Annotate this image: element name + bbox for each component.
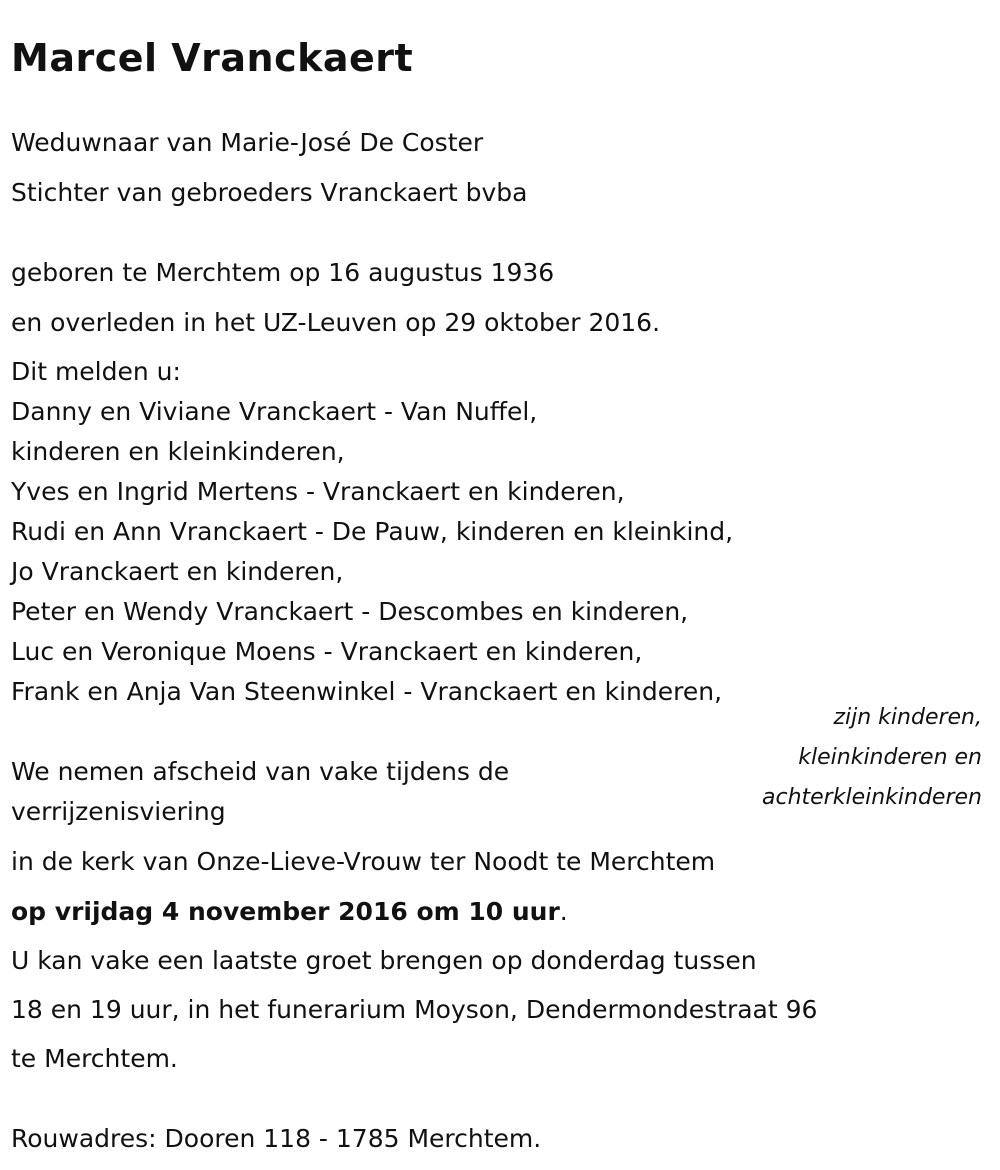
obituary-page [11, 0, 991, 1170]
signoff-line: achterkleinkinderen [762, 785, 982, 810]
announcer-line: kinderen en kleinkinderen, [11, 437, 345, 466]
church-location: in de kerk van Onze-Lieve-Vrouw ter Noodt te Merchtem [11, 847, 716, 876]
announcer-line: Luc en Veronique Moens - Vranckaert en kinderen, [11, 637, 643, 666]
birth-line: geboren te Merchtem op 16 augustus 1936 [11, 258, 555, 287]
visitation-line: te Merchtem. [11, 1044, 178, 1073]
farewell-text: We nemen afscheid van vake tijdens de verrijzenisviering [11, 757, 510, 826]
announcer-line: Frank en Anja Van Steenwinkel - Vranckaert en kinderen, [11, 677, 723, 706]
deceased-name: Marcel Vranckaert [11, 36, 414, 80]
visitation-line: U kan vake een laatste groet brengen op donderdag tussen [11, 946, 757, 975]
intro-founder: Stichter van gebroeders Vranckaert bvba [11, 178, 528, 207]
announcers-intro: Dit melden u: [11, 357, 181, 386]
signoff-line: kleinkinderen en [798, 745, 982, 770]
announcer-line: Danny en Viviane Vranckaert - Van Nuffel, [11, 397, 538, 426]
announcer-line: Rudi en Ann Vranckaert - De Pauw, kinderen en kleinkind, [11, 517, 734, 546]
signoff-line: zijn kinderen, [833, 705, 982, 730]
announcer-line: Jo Vranckaert en kinderen, [11, 557, 344, 586]
service-date-line [11, 892, 568, 932]
mourning-address: Rouwadres: Dooren 118 - 1785 Merchtem. [11, 1124, 542, 1153]
announcer-line: Peter en Wendy Vranckaert - Descombes en kinderen, [11, 597, 689, 626]
service-date-punct: . [559, 897, 568, 926]
signoff-block [682, 698, 982, 818]
announcer-line: Yves en Ingrid Mertens - Vranckaert en kinderen, [11, 477, 625, 506]
death-line: en overleden in het UZ-Leuven op 29 oktober 2016. [11, 308, 661, 337]
intro-widower: Weduwnaar van Marie-José De Coster [11, 128, 484, 157]
visitation-line: 18 en 19 uur, in het funerarium Moyson, Dendermondestraat 96 [11, 995, 818, 1024]
service-date: op vrijdag 4 november 2016 om 10 uur [11, 897, 560, 926]
